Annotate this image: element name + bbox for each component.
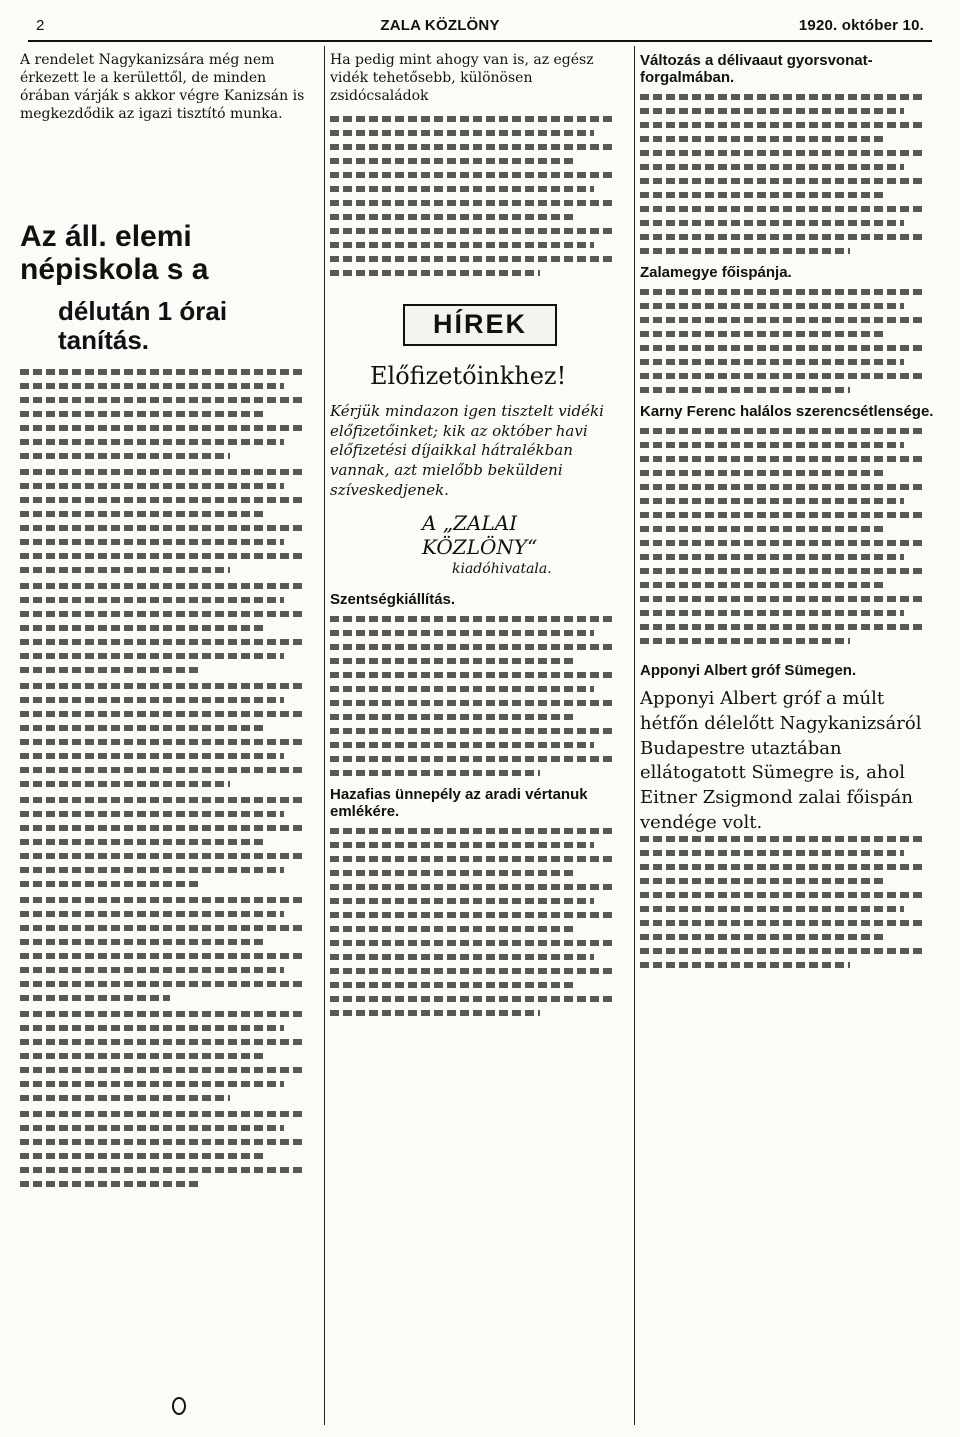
right-body-block-1: [640, 94, 940, 254]
text-line: [20, 881, 200, 887]
subscriber-notice-body: Kérjük mindazon igen tisztelt vidéki előfizetőinket; kik az október havi előfizetési díjaikkal hátralékban vannak, azt mielőbb beküldeni szíveskedjenek.: [330, 401, 604, 499]
text-line: [20, 611, 305, 617]
text-line: [330, 714, 576, 720]
text-line: [330, 144, 615, 150]
text-line: [330, 130, 594, 136]
text-line: [20, 825, 305, 831]
news-section-box: [403, 304, 557, 346]
newspaper-title: ZALA KÖZLÖNY: [380, 16, 500, 34]
text-line: [640, 540, 925, 546]
right-body-block-2: [640, 289, 940, 393]
text-line: [330, 172, 615, 178]
text-line: [330, 982, 576, 988]
text-line: [20, 511, 266, 517]
text-line: [20, 711, 305, 717]
left-body-block-1: [20, 369, 320, 459]
text-line: [20, 597, 284, 603]
text-line: [640, 150, 925, 156]
text-line: [330, 996, 615, 1002]
text-line: [640, 864, 925, 870]
text-line: [20, 967, 284, 973]
text-line: [20, 1095, 230, 1101]
text-line: [20, 953, 305, 959]
text-line: [330, 898, 594, 904]
left-body-block-4: [20, 683, 320, 787]
text-line: [20, 397, 305, 403]
text-line: [640, 303, 904, 309]
text-line: [20, 1081, 284, 1087]
text-line: [20, 1111, 305, 1117]
left-body-block-6: [20, 897, 320, 1001]
text-line: [330, 870, 576, 876]
text-line: [20, 667, 200, 673]
right-section-heading-1: Változás a délivaaut gyorsvonat-forgalmában.: [640, 52, 873, 86]
text-line: [640, 220, 904, 226]
text-line: [330, 940, 615, 946]
text-line: [640, 94, 925, 100]
text-line: [640, 638, 850, 644]
text-line: [640, 554, 904, 560]
text-line: [330, 644, 615, 650]
text-line: [20, 1011, 305, 1017]
text-line: [20, 525, 305, 531]
text-line: [330, 968, 615, 974]
text-line: [330, 700, 615, 706]
text-line: [20, 811, 284, 817]
text-line: [20, 853, 305, 859]
subscriber-notice-signoff-sub: kiadóhivatala.: [452, 560, 552, 577]
text-line: [20, 1167, 305, 1173]
right-section-heading-2: Zalamegye főispánja.: [640, 264, 792, 281]
text-line: [640, 610, 904, 616]
subscriber-notice-title: Előfizetőinkhez!: [370, 361, 567, 390]
text-line: [640, 289, 925, 295]
middle-body-block-3: [330, 828, 630, 1016]
text-line: [20, 797, 305, 803]
text-line: [20, 1067, 305, 1073]
text-line: [20, 767, 305, 773]
text-line: [640, 122, 925, 128]
text-line: [640, 317, 925, 323]
text-line: [20, 625, 266, 631]
text-line: [20, 653, 284, 659]
text-line: [640, 108, 904, 114]
text-line: [20, 567, 230, 573]
text-line: [640, 962, 850, 968]
text-line: [330, 616, 615, 622]
text-line: [20, 867, 284, 873]
text-line: [330, 728, 615, 734]
text-line: [640, 850, 904, 856]
text-line: [20, 1025, 284, 1031]
text-line: [640, 234, 925, 240]
left-body-block-2: [20, 469, 320, 573]
text-line: [20, 1153, 266, 1159]
text-line: [330, 158, 576, 164]
text-line: [330, 270, 540, 276]
text-line: [330, 200, 615, 206]
text-line: [20, 411, 266, 417]
text-line: [640, 920, 925, 926]
text-line: [330, 242, 594, 248]
text-line: [20, 911, 284, 917]
text-line: [640, 456, 925, 462]
text-line: [20, 781, 230, 787]
text-line: [330, 630, 594, 636]
text-line: [20, 839, 266, 845]
text-line: [330, 770, 540, 776]
text-line: [20, 639, 305, 645]
issue-date: 1920. október 10.: [798, 16, 924, 34]
text-line: [640, 373, 925, 379]
text-line: [640, 178, 925, 184]
text-line: [640, 878, 886, 884]
text-line: [20, 981, 305, 987]
text-line: [640, 136, 886, 142]
middle-body-block-1: [330, 116, 630, 276]
text-line: [20, 1139, 305, 1145]
text-line: [20, 483, 284, 489]
text-line: [330, 228, 615, 234]
text-line: [330, 884, 615, 890]
text-line: [640, 582, 886, 588]
text-line: [330, 256, 615, 262]
text-line: [20, 1039, 305, 1045]
text-line: [20, 753, 284, 759]
left-body-block-3: [20, 583, 320, 673]
left-section-subheading: délután 1 órai tanítás.: [58, 295, 228, 355]
middle-section-heading-1: Szentségkiállítás.: [330, 590, 456, 608]
right-column: [640, 52, 940, 1421]
middle-body-block-2: [330, 616, 630, 776]
text-line: [20, 497, 305, 503]
text-line: [20, 1125, 284, 1131]
text-line: [20, 469, 305, 475]
text-line: [20, 697, 284, 703]
text-line: [20, 453, 230, 459]
page-number: 2: [36, 16, 45, 34]
right-section-heading-3: Karny Ferenc halálos szerencsétlensége.: [640, 403, 934, 420]
text-line: [640, 192, 886, 198]
text-line: [20, 995, 170, 1001]
column-divider-right: [634, 46, 635, 1425]
text-line: [20, 369, 305, 375]
masthead: [36, 10, 924, 40]
text-line: [330, 116, 615, 122]
left-body-block-8: [20, 1111, 320, 1187]
text-line: [330, 686, 594, 692]
text-line: [640, 470, 886, 476]
text-line: [330, 828, 615, 834]
text-line: [640, 484, 925, 490]
right-body-block-4: [640, 836, 940, 968]
text-line: [330, 658, 576, 664]
text-line: [20, 939, 266, 945]
text-line: [640, 892, 925, 898]
text-line: [640, 498, 904, 504]
text-line: [330, 1010, 540, 1016]
text-line: [20, 739, 305, 745]
column-divider-left: [324, 46, 325, 1425]
text-line: [640, 387, 850, 393]
left-intro-text: A rendelet Nagykanizsára még nem érkezett le a kerülettől, de minden órában várják s akkor végre Kanizsán is megkezdődik az igazi tisztító munka.: [20, 52, 305, 122]
ink-spot-mark: [172, 1397, 186, 1415]
text-line: [640, 512, 925, 518]
news-section-title: HÍREK: [432, 309, 527, 340]
text-line: [640, 428, 925, 434]
text-line: [330, 912, 615, 918]
text-line: [20, 553, 305, 559]
text-line: [640, 345, 925, 351]
text-line: [20, 583, 305, 589]
text-line: [640, 906, 904, 912]
text-line: [20, 1181, 200, 1187]
text-line: [330, 672, 615, 678]
text-line: [640, 359, 904, 365]
text-line: [330, 742, 594, 748]
text-line: [20, 725, 266, 731]
text-line: [20, 1053, 266, 1059]
text-line: [330, 856, 615, 862]
text-line: [640, 331, 886, 337]
top-rule: [28, 40, 932, 42]
text-line: [640, 624, 925, 630]
text-line: [20, 925, 305, 931]
right-section-heading-4: Apponyi Albert gróf Sümegen.: [640, 662, 857, 679]
text-line: [20, 683, 305, 689]
left-section-heading: Az áll. elemi népiskola s a: [20, 219, 209, 287]
text-line: [330, 186, 594, 192]
text-line: [20, 425, 305, 431]
text-line: [330, 214, 576, 220]
text-line: [640, 442, 904, 448]
text-line: [640, 934, 886, 940]
text-line: [640, 164, 904, 170]
subscriber-notice-signoff: A „ZALAI KÖZLÖNY“: [422, 510, 538, 559]
text-line: [640, 206, 925, 212]
right-body-block-3: [640, 428, 940, 644]
left-body-block-7: [20, 1011, 320, 1101]
text-line: [640, 526, 886, 532]
middle-section-heading-2: Hazafias ünnepély az aradi vértanuk emlékére.: [330, 785, 588, 820]
text-line: [330, 842, 594, 848]
middle-column: [330, 52, 630, 1421]
middle-intro-snippet: Ha pedig mint ahogy van is, az egész vidék tehetősebb, különösen zsidócsaládok: [330, 52, 594, 104]
text-line: [20, 539, 284, 545]
text-line: [330, 926, 576, 932]
text-line: [640, 568, 925, 574]
text-line: [640, 248, 850, 254]
right-large-paragraph: Apponyi Albert gróf a múlt hétfőn délelőtt Nagykanizsáról Budapestre utaztában ellátogatott Sümegre is, ahol Eitner Zsigmond zalai főispán vendége volt.: [640, 688, 922, 834]
left-body-block-5: [20, 797, 320, 887]
text-line: [20, 897, 305, 903]
text-line: [20, 383, 284, 389]
text-line: [640, 836, 925, 842]
text-line: [330, 954, 594, 960]
text-line: [20, 439, 284, 445]
text-line: [330, 756, 615, 762]
text-line: [640, 948, 925, 954]
text-line: [640, 596, 925, 602]
left-column: [20, 52, 320, 1421]
